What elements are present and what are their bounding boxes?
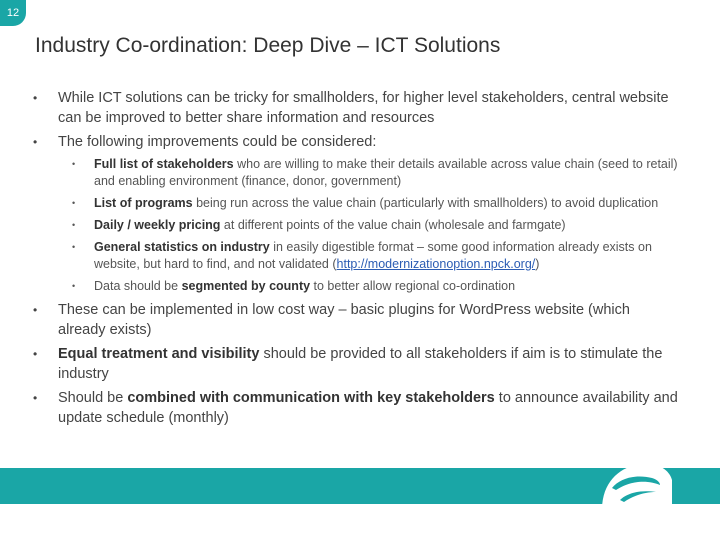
bullet-text: The following improvements could be considered: xyxy=(58,134,377,150)
sub-bullet-bold: General statistics on industry xyxy=(94,240,270,254)
bullet-marker: • xyxy=(33,91,38,105)
bullet-item xyxy=(30,344,680,384)
slide-content xyxy=(30,88,680,432)
bullet-item xyxy=(30,88,680,128)
bullet-marker: • xyxy=(33,347,38,361)
sub-bullet-item xyxy=(66,195,680,212)
logo-icon xyxy=(598,458,674,510)
sub-bullet-item xyxy=(66,239,680,273)
sub-bullet-item xyxy=(66,217,680,234)
bullet-item xyxy=(30,388,680,428)
website-link[interactable]: http://modernizationoption.npck.org/ xyxy=(336,257,536,271)
sub-bullet-text: ) xyxy=(535,257,540,271)
bullet-text: should be provided to all stakeholders if aim is to stimulate the industry xyxy=(58,346,663,382)
bullet-marker: • xyxy=(33,135,38,149)
bullet-text: to announce availability and update schedule (monthly) xyxy=(58,390,678,426)
sub-bullet-text: in easily digestible format – some good information already exists on website, but hard to find, and not validated ( xyxy=(94,240,652,271)
bullet-marker: • xyxy=(72,198,76,208)
bullet-text: While ICT solutions can be tricky for smallholders, for higher level stakeholders, central website can be improved to better share information and resources xyxy=(58,90,669,126)
bullet-marker: • xyxy=(72,242,76,252)
sub-bullet-item xyxy=(66,278,680,295)
bullet-text: These can be implemented in low cost way – basic plugins for WordPress website (which already exists) xyxy=(58,302,630,338)
bullet-item xyxy=(30,132,680,152)
bullet-marker: • xyxy=(33,391,38,405)
bullet-bold: Equal treatment and visibility xyxy=(58,346,260,362)
bullet-bold: combined with communication with key stakeholders xyxy=(127,390,495,406)
bullet-marker: • xyxy=(72,220,76,230)
bullet-marker: • xyxy=(72,159,76,169)
sub-bullet-text: Data should be xyxy=(94,279,182,293)
bullet-item xyxy=(30,300,680,340)
sub-bullet-text: being run across the value chain (particularly with smallholders) to avoid duplication xyxy=(192,196,659,210)
sub-bullet-bold: List of programs xyxy=(94,196,193,210)
sub-bullet-text: to better allow regional co-ordination xyxy=(310,279,516,293)
page-title: Industry Co-ordination: Deep Dive – ICT Solutions xyxy=(35,34,501,57)
slide-number-badge xyxy=(0,0,26,26)
sub-bullet-bold: Full list of stakeholders xyxy=(94,157,234,171)
bullet-text: Should be xyxy=(58,390,128,406)
slide-number: 12 xyxy=(6,7,20,19)
sub-bullet-list xyxy=(66,156,680,295)
bullet-marker: • xyxy=(72,281,76,291)
sub-bullet-bold: Daily / weekly pricing xyxy=(94,218,221,232)
sub-bullet-bold: segmented by county xyxy=(181,279,311,293)
sub-bullet-item xyxy=(66,156,680,190)
sub-bullet-text: who are willing to make their details available across value chain (seed to retail) and enabling environment (finance, donor, government) xyxy=(94,157,678,188)
bullet-marker: • xyxy=(33,303,38,317)
sub-bullet-text: at different points of the value chain (wholesale and farmgate) xyxy=(220,218,566,232)
